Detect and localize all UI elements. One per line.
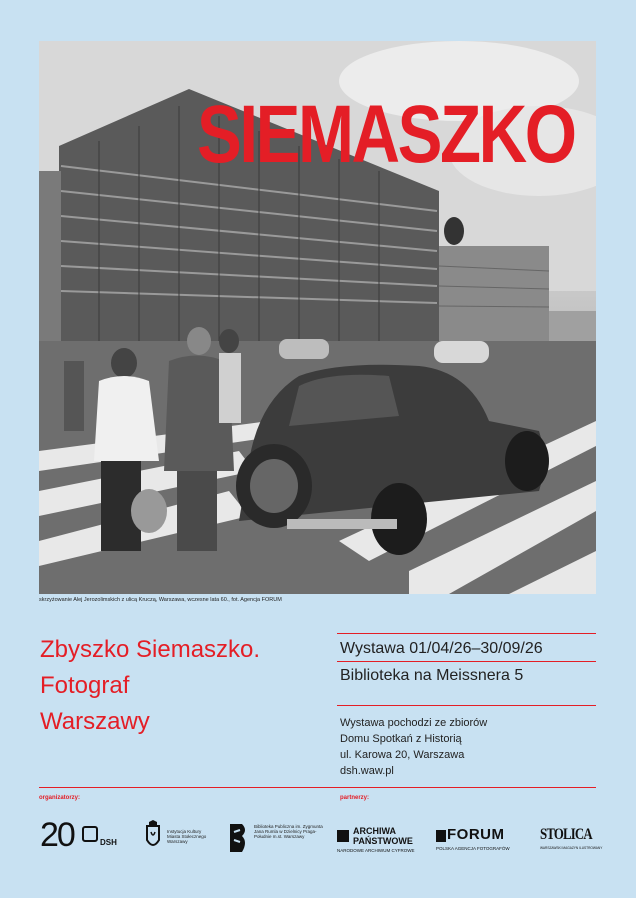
archives-line1: ARCHIWA — [353, 826, 396, 836]
exhibition-title-line: Fotograf — [40, 672, 130, 699]
exhibition-title-line: Warszawy — [40, 708, 150, 735]
organizers-label: organizatorzy: — [39, 795, 81, 801]
divider — [39, 787, 596, 788]
dsh-logo — [40, 816, 120, 856]
headline: SIEMASZKO — [197, 89, 575, 180]
divider — [337, 705, 596, 706]
archives-logo — [337, 826, 427, 856]
library-text: Biblioteka Publiczna im. Zygmunta Jana Rumla w Dzielnicy Praga-Południe m.st. Warszawy — [254, 824, 323, 839]
divider — [337, 633, 596, 634]
dsh-20-mark: 20 — [40, 816, 74, 854]
source-line: Wystawa pochodzi ze zbiorów — [340, 717, 488, 729]
collection-source — [340, 715, 487, 779]
forum-mark-icon — [436, 830, 446, 842]
forum-subtitle: POLSKA AGENCJA FOTOGRAFÓW — [436, 846, 510, 851]
exhibition-title-line: Zbyszko Siemaszko. — [40, 636, 261, 663]
partners-label: partnerzy: — [340, 795, 370, 801]
archives-line2: PAŃSTWOWE — [353, 836, 413, 846]
exhibition-dates: Wystawa 01/04/26–30/09/26 — [340, 640, 543, 657]
photo-caption: skrzyżowanie Alej Jerozolimskich z ulicą Kruczą, Warszawa, wczesne lata 60., fot. Agencja FORUM — [39, 597, 282, 603]
exhibition-title — [40, 632, 330, 740]
library-book-icon — [228, 822, 248, 854]
warsaw-institution-text: Instytucja Kultury Miasta Stołecznego Warszawy — [167, 829, 207, 844]
warsaw-crest-icon — [143, 820, 163, 852]
stolica-logo — [540, 826, 603, 854]
source-line: ul. Karowa 20, Warszawa — [340, 749, 465, 761]
divider — [337, 661, 596, 662]
stolica-subtitle: WARSZAWSKI MAGAZYN ILUSTROWANY — [540, 846, 603, 850]
dsh-box-icon — [82, 826, 98, 842]
exhibition-venue: Biblioteka na Meissnera 5 — [340, 667, 524, 684]
stolica-wordmark: STOLICA — [540, 826, 592, 843]
source-link[interactable]: dsh.waw.pl — [340, 765, 394, 777]
library-logo — [228, 822, 328, 858]
source-line: Domu Spotkań z Historią — [340, 733, 462, 745]
archives-line3: NARODOWE ARCHIWUM CYFROWE — [337, 848, 415, 853]
forum-logo — [436, 828, 526, 854]
archives-square-icon — [337, 830, 349, 842]
dsh-wordmark: DSH — [100, 838, 117, 847]
forum-wordmark: FORUM — [447, 826, 505, 843]
warsaw-institution-logo — [143, 818, 213, 858]
